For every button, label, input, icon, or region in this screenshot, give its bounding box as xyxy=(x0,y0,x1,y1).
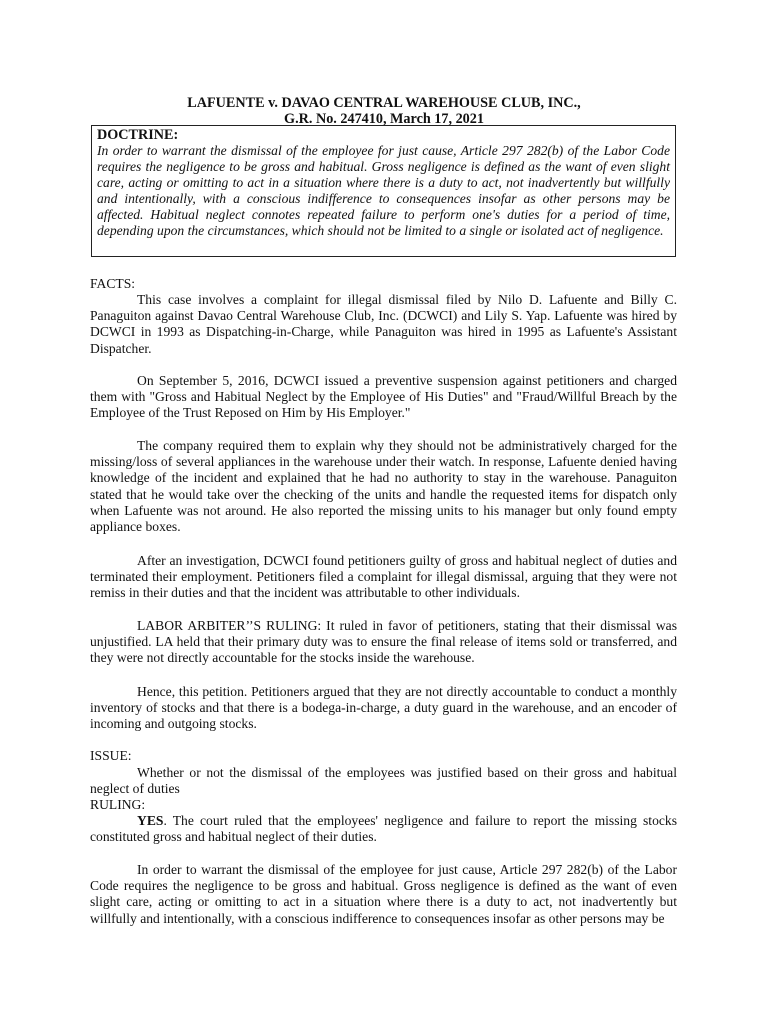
ruling-heading: RULING: xyxy=(90,797,146,812)
issue-text: Whether or not the dismissal of the employees was justified based on their gross and habitual neglect of duties xyxy=(90,765,677,797)
facts-paragraph-1: This case involves a complaint for illegal dismissal filed by Nilo D. Lafuente and Billy C. Panaguiton against Davao Central Warehouse Club, Inc. (DCWCI) and Lily S. Yap. Lafuente was hired by DCWCI in 1993 as Dispatching-in-Charge, while Panaguiton was hired in 1995 as Lafuente's Assistant Dispatcher. xyxy=(90,292,677,356)
case-citation: G.R. No. 247410, March 17, 2021 xyxy=(284,111,484,127)
ruling-paragraph-2: In order to warrant the dismissal of the employee for just cause, Article 297 282(b) of the Labor Code requires the negligence to be gross and habitual. Gross negligence is defined as the want of even slight care, acting or omitting to act in a situation where there is a duty to act, not inadvertently but willfully and intentionally, with a conscious indifference to consequences insofar as other persons may be xyxy=(90,862,677,926)
case-title: LAFUENTE v. DAVAO CENTRAL WAREHOUSE CLUB, INC., xyxy=(187,95,581,111)
ruling-text: . The court ruled that the employees' negligence and failure to report the missing stocks constituted gross and habitual neglect of their duties. xyxy=(90,813,677,845)
ruling-answer: YES xyxy=(137,813,164,828)
facts-paragraph-2: On September 5, 2016, DCWCI issued a preventive suspension against petitioners and charged them with "Gross and Habitual Neglect by the Employee of His Duties" and "Fraud/Willful Breach by the Employee of the Trust Reposed on Him by His Employer." xyxy=(90,373,677,421)
doctrine-heading: DOCTRINE: xyxy=(97,127,179,143)
facts-heading: FACTS: xyxy=(90,276,136,291)
ruling-paragraph-1 xyxy=(90,813,677,845)
doctrine-box xyxy=(91,125,676,257)
facts-paragraph-4: After an investigation, DCWCI found petitioners guilty of gross and habitual neglect of duties and terminated their employment. Petitioners filed a complaint for illegal dismissal, arguing that they were not remiss in their duties and that the incident was attributable to other individuals. xyxy=(90,553,677,601)
labor-arbiter-ruling: LABOR ARBITER’’S RULING: It ruled in favor of petitioners, stating that their dismissal was unjustified. LA held that their primary duty was to ensure the final release of items sold or transferred, and they were not directly accountable for the stocks inside the warehouse. xyxy=(90,618,677,666)
facts-paragraph-6: Hence, this petition. Petitioners argued that they are not directly accountable to conduct a monthly inventory of stocks and that there is a bodega-in-charge, a duty guard in the warehouse, and an encoder of incoming and outgoing stocks. xyxy=(90,684,677,732)
doctrine-text: In order to warrant the dismissal of the employee for just cause, Article 297 282(b) of the Labor Code requires the negligence to be gross and habitual. Gross negligence is defined as the want of even slight care, acting or omitting to act in a situation where there is a duty to act, not inadvertently but willfully and intentionally, with a conscious indifference to consequences insofar as other persons may be affected. Habitual neglect connotes repeated failure to perform one's duties for a period of time, depending upon the circumstances, which should not be limited to a single or isolated act of negligence. xyxy=(97,143,670,239)
issue-heading: ISSUE: xyxy=(90,748,132,763)
facts-paragraph-3: The company required them to explain why they should not be administratively charged for the missing/loss of several appliances in the warehouse under their watch. In response, Lafuente denied having knowledge of the incident and explained that he had no authority to stay in the warehouse. Panaguiton stated that he would take over the checking of the units and handle the requested items for dispatch only when Lafuente was not around. He also reported the missing units to his manager but only found empty appliance boxes. xyxy=(90,438,677,535)
